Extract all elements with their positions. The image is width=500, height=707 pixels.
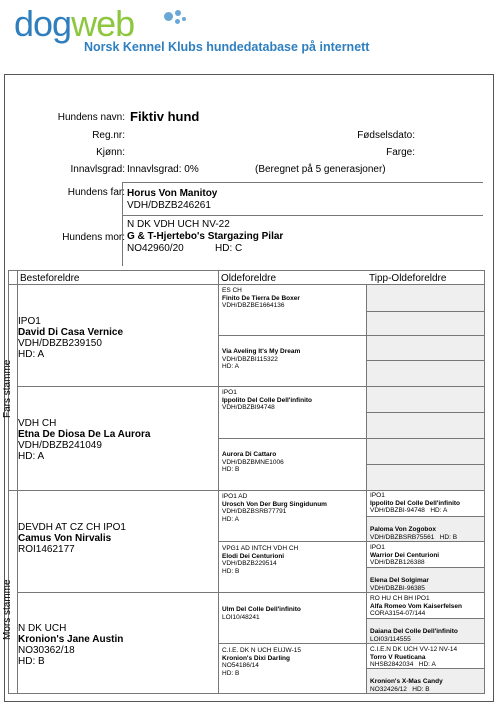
innavl-value: Innavlsgrad: 0% (127, 164, 199, 175)
site-subtitle: Norsk Kennel Klubs hundedatabase på internett (84, 40, 370, 54)
fars-stamme-label: Fars stamme (2, 359, 13, 418)
col-tipp-oldeforeldre: Tipp-Oldeforeldre (369, 273, 447, 284)
great-2[interactable]: Via Aveling It's My Dream VDH/DBZBI115322 HD: A (222, 348, 301, 370)
great-5[interactable]: IPO1 AD Urosch Von Der Burg Singidunum VDH/DBZBSRB77791 HD: A (222, 493, 327, 523)
mor-name[interactable]: G & T-Hjertebo's Stargazing Pilar (127, 231, 284, 242)
dog-name: Fiktiv hund (130, 109, 200, 124)
reg-label: Reg.nr: (92, 130, 125, 141)
gg-4[interactable]: Elena Del Solgimar VDH/DBZBI-96385 (370, 577, 429, 592)
grandparent-2[interactable]: VDH CH Etna De Diosa De La Aurora VDH/DBZB241049 HD: A (18, 418, 151, 462)
great-7[interactable]: Ulm Del Colle Dell'infinito LOI10/48241 (222, 606, 301, 621)
gg-2[interactable]: Paloma Von Zogobox VDH/DBZBSRB75561 HD: B (370, 526, 458, 541)
grandparent-4[interactable]: N DK UCH Kronion's Jane Austin NO30362/18 HD: B (18, 623, 124, 667)
great-6[interactable]: VPG1 AD INTCH VDH CH Elodi Dei Centurioni VDH/DBZB229514 HD: B (222, 545, 299, 575)
mor-titles: N DK VDH UCH NV-22 (127, 219, 230, 230)
gg-5[interactable]: RO HU CH BH IPO1 Alfa Romeo Vom Kaiserfelsen CORA3154-07/144 (370, 595, 462, 617)
name-label: Hundens navn: (57, 112, 125, 123)
gg-8[interactable]: Kronion's X-Mas Candy NO32426/12 HD: B (370, 678, 443, 693)
far-name[interactable]: Horus Von Manitoy (127, 188, 218, 199)
mor-reg: NO42960/20 (127, 243, 184, 254)
mor-hd: HD: C (215, 243, 243, 254)
great-1[interactable]: ES CH Finito De Tierra De Boxer VDH/DBZBE1664136 (222, 287, 300, 309)
gg-7[interactable]: C.I.E.N DK UCH VV-12 NV-14 Torro V Rueticana NHSB2842034 HD: A (370, 646, 458, 668)
far-reg: VDH/DBZB246261 (127, 200, 211, 211)
innavl-note: (Beregnet på 5 generasjoner) (255, 164, 386, 175)
great-3[interactable]: IPO1 Ippolito Del Colle Dell'infinito VDH/DBZBI94748 (222, 389, 313, 411)
great-8[interactable]: C.I.E. DK N UCH EUJW-15 Kronion's Dixi Darling NO54186/14 HD: B (222, 647, 301, 677)
site-header (0, 0, 500, 68)
mor-label: Hundens mor: (62, 232, 125, 243)
great-4[interactable]: Aurora Di Cattaro VDH/DBZBMNE1006 HD: B (222, 451, 284, 473)
farge-label: Farge: (386, 147, 415, 158)
far-label: Hundens far: (67, 187, 125, 198)
gg-6[interactable]: Daiana Del Colle Dell'infinito LOI03/114555 (370, 628, 458, 643)
mors-stamme-label: Mors stamme (2, 579, 13, 640)
dogweb-logo[interactable]: dogweb (14, 3, 135, 44)
gg-3[interactable]: IPO1 Warrior Dei Centurioni VDH/DBZB126388 (370, 544, 440, 566)
dob-label: Fødselsdato: (357, 130, 415, 141)
kjonn-label: Kjønn: (96, 147, 125, 158)
logo-dots-icon (164, 10, 188, 32)
pedigree-table (2, 270, 484, 694)
gg-1[interactable]: IPO1 Ippolito Del Colle Dell'infinito VDH/DBZBI-94748 HD: A (370, 492, 461, 514)
grandparent-1[interactable]: IPO1 David Di Casa Vernice VDH/DBZB239150 HD: A (18, 316, 124, 360)
grandparent-3[interactable]: DEVDH AT CZ CH IPO1 Camus Von Nirvalis ROI1462177 (18, 522, 126, 555)
innavl-label: Innavlsgrad: (70, 164, 125, 175)
col-besteforeldre: Besteforeldre (20, 273, 80, 284)
col-oldeforeldre: Oldeforeldre (221, 273, 277, 284)
